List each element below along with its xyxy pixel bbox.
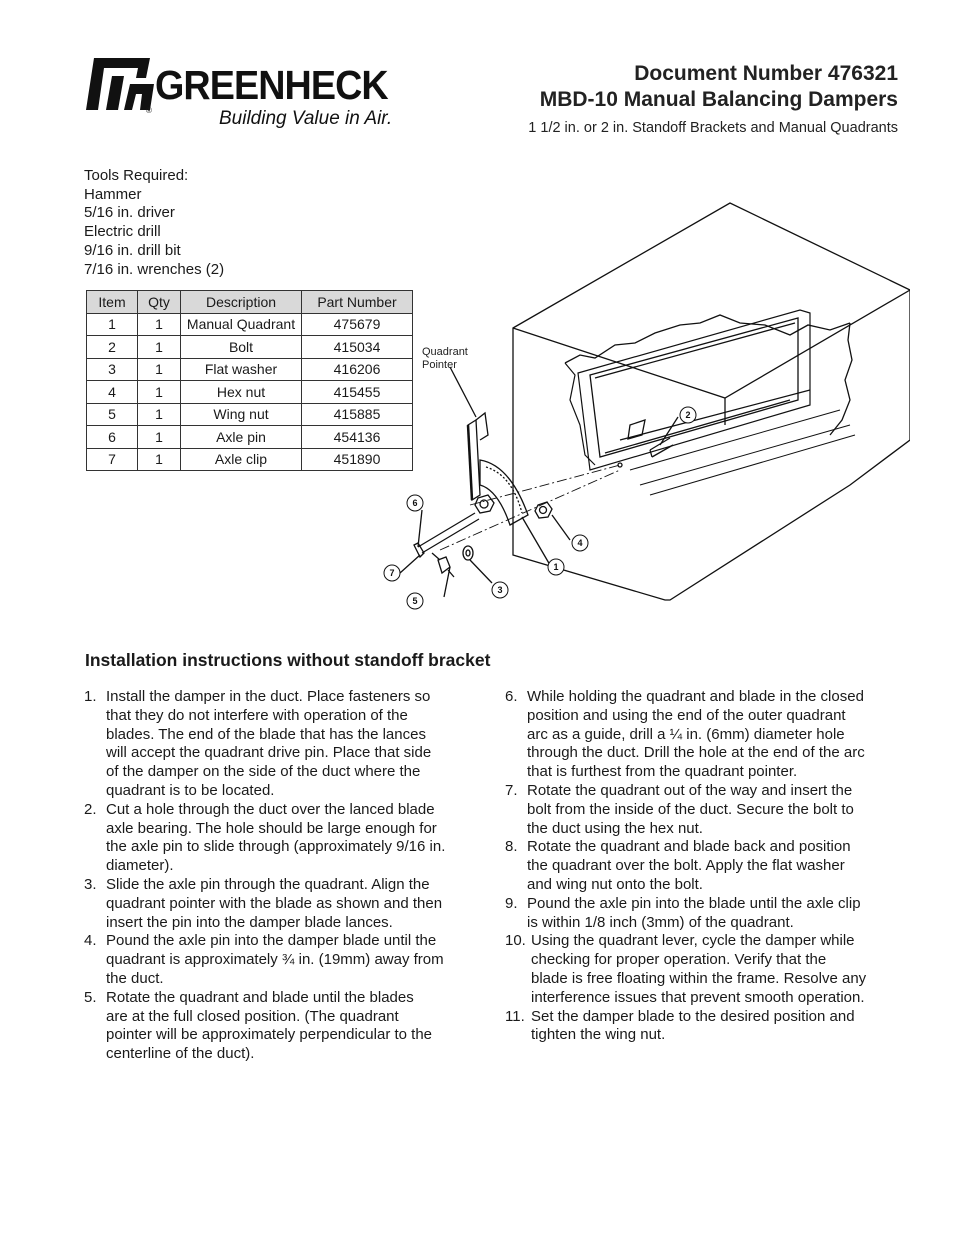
column-header-qty: Qty xyxy=(138,291,181,314)
step-text-line: Rotate the quadrant out of the way and insert the xyxy=(527,781,853,799)
instruction-step xyxy=(505,932,905,1007)
cell-description: Flat washer xyxy=(181,358,302,381)
table-row xyxy=(87,381,413,404)
cell-item: 7 xyxy=(87,448,138,471)
brand-tagline: Building Value in Air. xyxy=(219,108,393,129)
step-number: 9. xyxy=(505,894,518,912)
part-label-4: 4 xyxy=(577,538,583,548)
step-text-line: of the damper on the side of the duct where the xyxy=(106,763,421,781)
part-label-3: 3 xyxy=(497,585,503,595)
step-text-line: pointer will be approximately perpendicular to the xyxy=(106,1026,433,1044)
cell-item: 5 xyxy=(87,403,138,426)
instruction-step xyxy=(505,688,905,782)
cell-part-number: 415034 xyxy=(302,336,413,359)
instructions-left-column xyxy=(84,688,484,1064)
step-text-line: and wing nut onto the bolt. xyxy=(527,875,703,893)
step-text-line: quadrant is approximately ¾ in. (19mm) away from xyxy=(106,951,444,969)
step-text-line: diameter). xyxy=(106,857,174,875)
table-header-row xyxy=(87,291,413,314)
cell-description: Hex nut xyxy=(181,381,302,404)
step-text-line: insert the pin into the damper blade lances. xyxy=(106,913,393,931)
step-text-line: the duct using the hex nut. xyxy=(527,819,703,837)
column-header-description: Description xyxy=(181,291,302,314)
registered-mark: ® xyxy=(146,106,152,115)
instruction-step xyxy=(84,801,484,876)
cell-description: Bolt xyxy=(181,336,302,359)
step-text-line: bolt from the inside of the duct. Secure the bolt to xyxy=(527,800,854,818)
cell-description: Wing nut xyxy=(181,403,302,426)
tools-heading: Tools Required: xyxy=(84,167,189,184)
cell-qty: 1 xyxy=(138,358,181,381)
tool-item: Hammer xyxy=(84,185,142,203)
step-number: 11. xyxy=(505,1007,525,1025)
tool-item: Electric drill xyxy=(84,223,161,241)
instruction-step xyxy=(84,932,484,988)
instruction-step xyxy=(505,838,905,894)
step-text-line: blade is free floating within the frame. Resolve any xyxy=(531,969,867,987)
part-label-6: 6 xyxy=(412,498,418,508)
step-text-line: blades. The end of the blade that has the lances xyxy=(106,725,426,743)
step-text-line: Install the damper in the duct. Place fasteners so xyxy=(106,688,431,705)
step-text-line: Slide the axle pin through the quadrant. Align the xyxy=(106,875,430,893)
table-row xyxy=(87,358,413,381)
brand-name: GREENHECK xyxy=(155,62,388,108)
step-text-line: the axle pin to slide through (approximately 9/16 in. xyxy=(106,838,446,856)
instruction-step xyxy=(84,688,484,801)
table-row xyxy=(87,403,413,426)
cell-description: Axle pin xyxy=(181,426,302,449)
step-text-line: will accept the quadrant drive pin. Place that side xyxy=(106,744,432,762)
step-text-line: the duct. xyxy=(106,969,164,987)
part-label-2: 2 xyxy=(685,410,691,420)
cell-qty: 1 xyxy=(138,313,181,336)
cell-item: 2 xyxy=(87,336,138,359)
table-row xyxy=(87,448,413,471)
step-text-line: through the duct. Drill the hole at the end of the arc xyxy=(527,744,865,762)
callout-line: Pointer xyxy=(422,359,457,371)
cell-item: 3 xyxy=(87,358,138,381)
step-number: 6. xyxy=(505,688,518,705)
table-row xyxy=(87,426,413,449)
cell-qty: 1 xyxy=(138,448,181,471)
cell-qty: 1 xyxy=(138,336,181,359)
part-label-5: 5 xyxy=(412,596,418,606)
table-row xyxy=(87,313,413,336)
step-text-line: position and using the end of the outer quadrant xyxy=(527,706,846,724)
cell-qty: 1 xyxy=(138,403,181,426)
step-text-line: axle bearing. The hole should be large enough for xyxy=(106,819,437,837)
instruction-step xyxy=(505,1008,905,1046)
cell-qty: 1 xyxy=(138,381,181,404)
instruction-step xyxy=(84,876,484,932)
step-text-line: that is furthest from the quadrant pointer. xyxy=(527,763,798,781)
instruction-step xyxy=(505,782,905,838)
step-text-line: Pound the axle pin into the damper blade until the xyxy=(106,932,437,950)
instruction-step xyxy=(84,989,484,1064)
cell-part-number: 454136 xyxy=(302,426,413,449)
column-header-item: Item xyxy=(87,291,138,314)
cell-part-number: 416206 xyxy=(302,358,413,381)
greenheck-logo-mark xyxy=(86,58,154,110)
step-text-line: arc as a guide, drill a ¼ in. (6mm) diameter hole xyxy=(527,725,845,743)
step-text-line: Using the quadrant lever, cycle the damper while xyxy=(531,932,855,950)
step-text-line: quadrant pointer with the blade as shown and then xyxy=(106,894,443,912)
product-title: MBD-10 Manual Balancing Dampers xyxy=(539,88,898,111)
step-number: 2. xyxy=(84,800,97,818)
step-number: 4. xyxy=(84,932,97,950)
tool-item: 5/16 in. driver xyxy=(84,204,175,222)
instructions-right-column xyxy=(505,688,905,1045)
step-text-line: the quadrant over the bolt. Apply the flat washer xyxy=(527,857,845,875)
cell-description: Axle clip xyxy=(181,448,302,471)
step-text-line: Rotate the quadrant and blade back and position xyxy=(527,838,851,856)
step-number: 10. xyxy=(505,932,526,950)
cell-part-number: 451890 xyxy=(302,448,413,471)
step-text-line: Set the damper blade to the desired position and xyxy=(531,1007,855,1025)
step-text-line: Pound the axle pin into the blade until the axle clip xyxy=(527,894,861,912)
step-text-line: centerline of the duct). xyxy=(106,1045,255,1063)
step-number: 7. xyxy=(505,781,518,799)
step-text-line: quadrant is to be located. xyxy=(106,781,275,799)
document-subtitle: 1 1/2 in. or 2 in. Standoff Brackets and Manual Quadrants xyxy=(528,120,898,136)
step-text-line: While holding the quadrant and blade in the closed xyxy=(527,688,864,705)
cell-item: 4 xyxy=(87,381,138,404)
parts-table xyxy=(86,290,413,471)
cell-item: 1 xyxy=(87,313,138,336)
part-label-7: 7 xyxy=(389,568,395,578)
tools-required xyxy=(84,167,224,279)
step-text-line: interference issues that prevent smooth operation. xyxy=(531,988,865,1006)
step-text-line: checking for proper operation. Verify that the xyxy=(531,951,827,969)
step-text-line: that they do not interfere with operation of the xyxy=(106,706,408,724)
step-number: 5. xyxy=(84,988,97,1006)
section-heading: Installation instructions without standoff bracket xyxy=(85,650,491,670)
step-text-line: is within 1/8 inch (3mm) of the quadrant. xyxy=(527,913,794,931)
step-text-line: Rotate the quadrant and blade until the blades xyxy=(106,988,414,1006)
step-text-line: Cut a hole through the duct over the lanced blade xyxy=(106,800,435,818)
cell-item: 6 xyxy=(87,426,138,449)
cell-part-number: 415455 xyxy=(302,381,413,404)
cell-part-number: 415885 xyxy=(302,403,413,426)
table-row xyxy=(87,336,413,359)
step-number: 8. xyxy=(505,838,518,856)
callout-line: Quadrant xyxy=(422,346,468,358)
cell-part-number: 475679 xyxy=(302,313,413,336)
step-number: 3. xyxy=(84,875,97,893)
step-text-line: tighten the wing nut. xyxy=(531,1026,666,1044)
step-text-line: are at the full closed position. (The quadrant xyxy=(106,1007,399,1025)
part-label-1: 1 xyxy=(553,562,559,572)
instruction-step xyxy=(505,895,905,933)
step-number: 1. xyxy=(84,688,97,705)
cell-description: Manual Quadrant xyxy=(181,313,302,336)
tool-item: 9/16 in. drill bit xyxy=(84,241,181,259)
tool-item: 7/16 in. wrenches (2) xyxy=(84,260,225,278)
cell-qty: 1 xyxy=(138,426,181,449)
document-number: Document Number 476321 xyxy=(634,62,898,85)
column-header-part-number: Part Number xyxy=(302,291,413,314)
callout-quadrant-pointer xyxy=(422,346,471,371)
assembly-diagram xyxy=(380,195,910,620)
